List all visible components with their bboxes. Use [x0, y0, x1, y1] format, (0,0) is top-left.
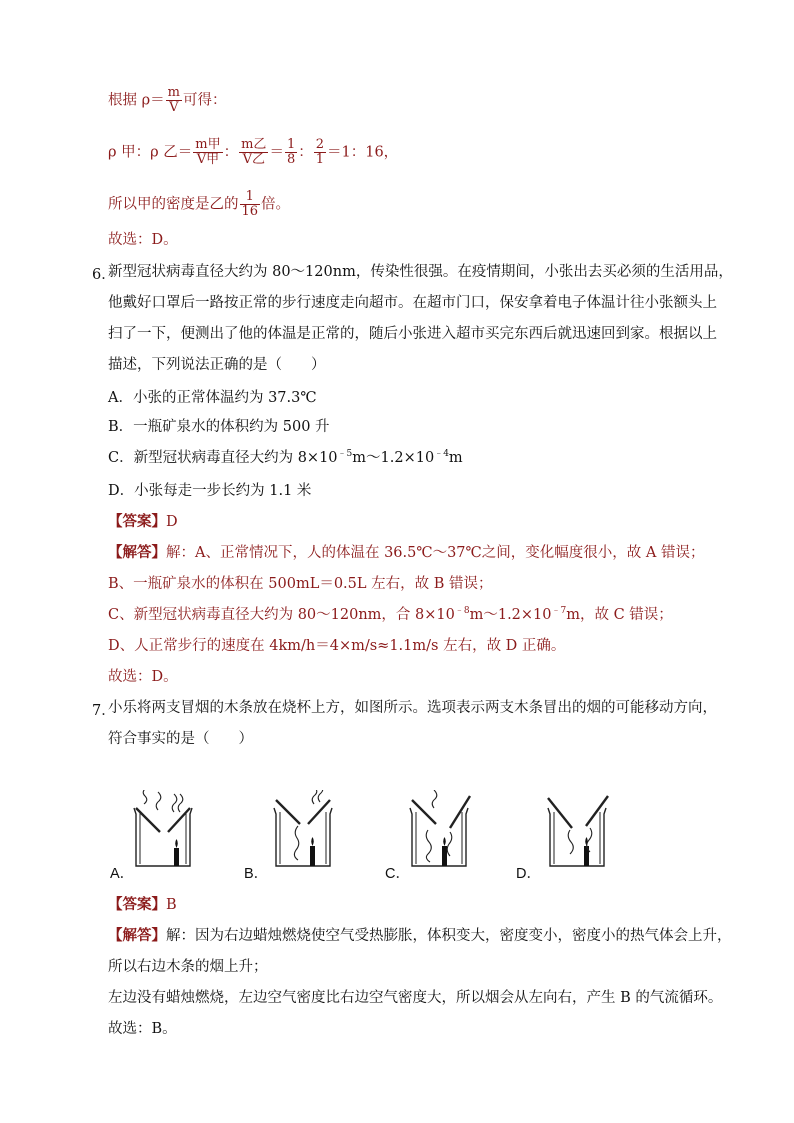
- fraction-m-jia-v-jia: [193, 138, 222, 167]
- exponent: ﹣4: [434, 449, 449, 459]
- q6-option-a: A．小张的正常体温约为 37.3℃: [108, 390, 317, 406]
- text-segment: C、新型冠状病毒直径大约为 80～120nm，合 8×10: [108, 607, 455, 623]
- prev-choice: 故选：D。: [108, 232, 178, 248]
- text-segment: m～1.2×10: [469, 607, 552, 623]
- numerator: m乙: [241, 137, 267, 152]
- fraction-2-1: [314, 138, 326, 167]
- exponent: ﹣5: [337, 449, 353, 459]
- q6-answer: [108, 513, 178, 531]
- rho-yi: ρ 乙: [150, 144, 178, 161]
- q6-option-d: D．小张每走一步长约为 1.1 米: [108, 483, 312, 499]
- colon: ：: [223, 144, 239, 161]
- equals: ＝: [269, 144, 284, 161]
- conclusion-line: [108, 190, 290, 219]
- q6-stem-line-4: 描述，下列说法正确的是（ ）: [108, 357, 326, 373]
- ratio-result: ＝1：16，: [327, 144, 399, 161]
- q7-analysis-line-2: 所以右边木条的烟上升；: [108, 959, 268, 975]
- q7-stem-line-2: 符合事实的是（ ）: [108, 731, 253, 747]
- denominator: 16: [241, 204, 259, 219]
- figure-option-d: [542, 790, 612, 870]
- question-number-6: 6．: [92, 267, 116, 283]
- figure-option-c: [404, 790, 474, 870]
- text-segment: 可得：: [182, 92, 227, 109]
- rho-jia: ρ 甲: [108, 144, 136, 161]
- fraction-1-8: [285, 138, 297, 167]
- q7-choice: 故选：B。: [108, 1021, 177, 1037]
- text-segment: m，故 C 错误；: [566, 607, 673, 623]
- formula-line-density: [108, 86, 226, 115]
- q6-analysis-line-2: B、一瓶矿泉水的体积在 500mL＝0.5L 左右，故 B 错误；: [108, 576, 493, 592]
- text-segment: C．新型冠状病毒直径大约为 8×10: [108, 450, 338, 466]
- figure-option-b: [268, 790, 338, 870]
- figure-label-d: D．: [516, 866, 541, 882]
- formula-line-ratio: [108, 138, 398, 167]
- q6-option-b: B．一瓶矿泉水的体积约为 500 升: [108, 419, 330, 435]
- fraction-m-over-v: [166, 86, 182, 115]
- text-segment: 解：因为右边蜡烛燃烧使空气受热膨胀，体积变大，密度变小，密度小的热气体会上升，: [166, 928, 732, 944]
- answer-value: D: [166, 514, 178, 530]
- q7-answer: [108, 896, 177, 914]
- colon: ：: [135, 144, 151, 161]
- exponent: ﹣7: [551, 606, 567, 616]
- analysis-tag: 【解答】: [108, 927, 166, 944]
- equals: ＝: [177, 144, 193, 161]
- q6-stem-line-3: 扫了一下，便测出了他的体温是正常的，随后小张进入超市买完东西后就迅速回到家。根据以上: [108, 326, 717, 342]
- answer-value: B: [166, 897, 177, 913]
- denominator: V: [169, 100, 179, 115]
- denominator: 1: [315, 152, 324, 167]
- numerator: 1: [240, 190, 261, 205]
- denominator: V乙: [242, 152, 265, 167]
- q6-stem-line-2: 他戴好口罩后一路按正常的步行速度走向超市。在超市门口，保安拿着电子体温计往小张额头上: [108, 295, 717, 311]
- denominator: 8: [286, 152, 296, 167]
- q6-choice: 故选：D。: [108, 669, 178, 685]
- numerator: m: [167, 85, 180, 100]
- q6-option-c: [108, 449, 463, 467]
- q6-analysis-line-4: D、人正常步行的速度在 4km/h＝4×m/s≈1.1m/s 左右，故 D 正确。: [108, 638, 566, 654]
- analysis-tag: 【解答】: [108, 544, 166, 561]
- fraction-m-yi-v-yi: [239, 138, 268, 167]
- numerator: 2: [315, 137, 324, 152]
- figure-label-c: C．: [385, 866, 410, 882]
- q7-stem-line-1: 小乐将两支冒烟的木条放在烧杯上方，如图所示。选项表示两支木条冒出的烟的可能移动方向，: [108, 700, 717, 716]
- q6-analysis-line-3: [108, 606, 673, 624]
- q6-analysis-line-1: [108, 544, 704, 562]
- colon: ：: [298, 144, 313, 161]
- text-segment: 倍。: [261, 196, 291, 213]
- numerator: m甲: [195, 137, 221, 152]
- q7-analysis-line-3: 左边没有蜡烛燃烧，左边空气密度比右边空气密度大，所以烟会从左向右，产生 B 的气流循环。: [108, 990, 723, 1006]
- denominator: V甲: [196, 152, 220, 167]
- text-segment: 所以甲的密度是乙的: [108, 196, 239, 213]
- fraction-1-16: [240, 190, 261, 219]
- answer-tag: 【答案】: [108, 896, 166, 913]
- numerator: 1: [286, 137, 296, 152]
- text-segment: m～1.2×10: [352, 450, 435, 466]
- answer-tag: 【答案】: [108, 513, 166, 530]
- figure-option-a: [128, 790, 198, 870]
- figure-label-a: A．: [110, 866, 135, 882]
- q6-stem-line-1: 新型冠状病毒直径大约为 80～120nm，传染性很强。在疫情期间，小张出去买必须的生活用品，: [108, 264, 733, 280]
- text-segment: m: [448, 450, 463, 466]
- exponent: ﹣8: [454, 606, 470, 616]
- text-segment: 根据 ρ＝: [108, 92, 165, 109]
- question-number-7: 7．: [92, 703, 116, 719]
- figure-label-b: B．: [244, 866, 269, 882]
- text-segment: 解：A、正常情况下，人的体温在 36.5℃～37℃之间，变化幅度很小，故 A 错误；: [166, 545, 705, 561]
- q7-analysis-line-1: [108, 927, 732, 945]
